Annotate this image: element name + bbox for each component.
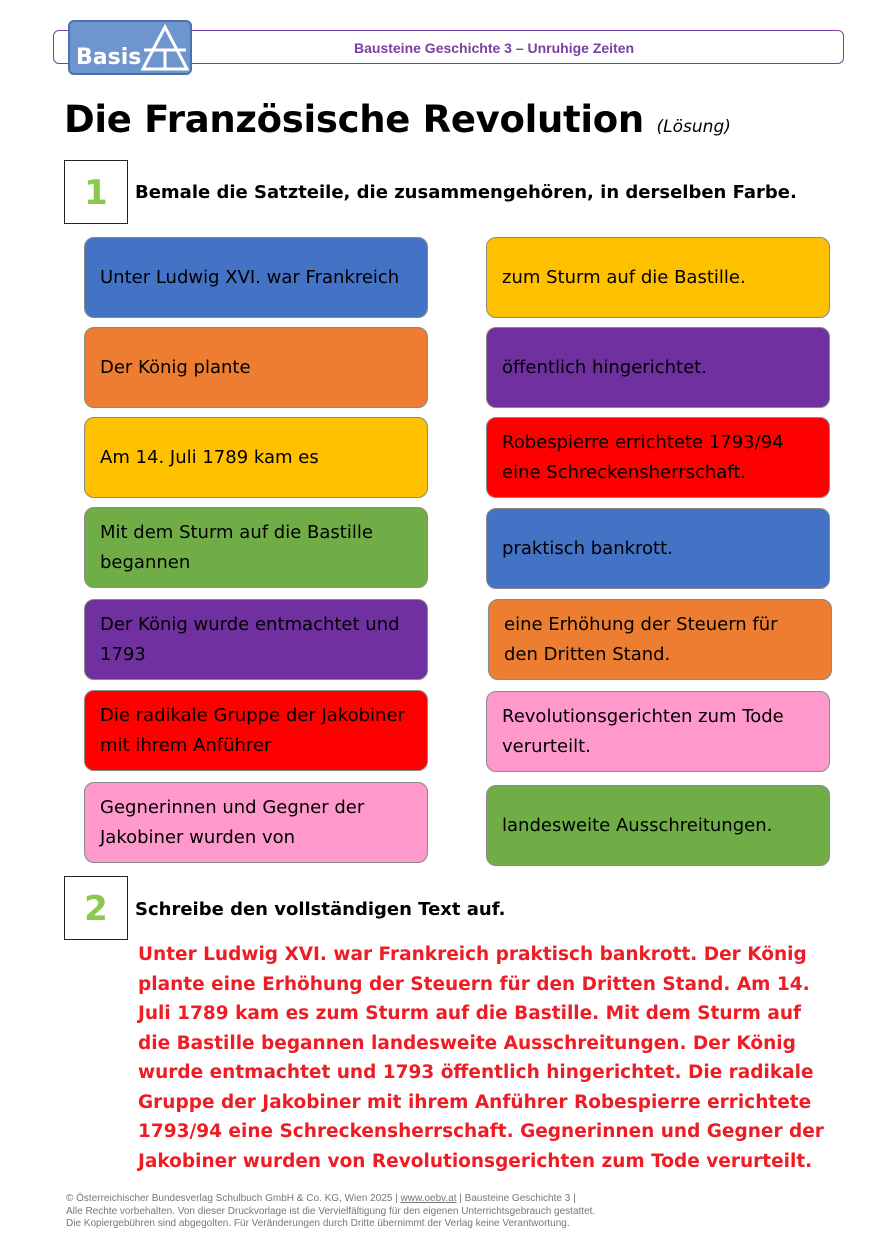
triangle-logo-icon bbox=[140, 24, 190, 72]
card-right[interactable] bbox=[486, 785, 830, 866]
footer bbox=[66, 1193, 846, 1231]
card-right[interactable] bbox=[486, 691, 830, 772]
footer-line-2: Alle Rechte vorbehalten. Von dieser Druckvorlage ist die Vervielfältigung für den eigenen Unterrichtsgebrauch gestattet. bbox=[66, 1205, 596, 1217]
card-text: Mit dem Sturm auf die Bastille begannen bbox=[100, 521, 373, 573]
card-left[interactable] bbox=[84, 417, 428, 498]
card-text: Der König wurde entmachtet und 1793 bbox=[100, 613, 400, 665]
series-title: Bausteine Geschichte 3 – Unruhige Zeiten bbox=[354, 40, 635, 56]
page-title-text: Die Französische Revolution bbox=[64, 98, 644, 141]
card-left[interactable] bbox=[84, 690, 428, 771]
task-1-number: 1 bbox=[64, 160, 128, 224]
footer-series: | Bausteine Geschichte 3 | bbox=[456, 1193, 576, 1204]
title-note: (Lösung) bbox=[656, 117, 731, 137]
card-left[interactable] bbox=[84, 327, 428, 408]
publisher-link[interactable]: www.oebv.at bbox=[400, 1193, 457, 1204]
task-2-instruction: Schreibe den vollständigen Text auf. bbox=[135, 899, 506, 920]
card-right[interactable] bbox=[486, 327, 830, 408]
card-text: zum Sturm auf die Bastille. bbox=[502, 266, 746, 288]
footer-line-1 bbox=[66, 1193, 846, 1206]
card-text: Unter Ludwig XVI. war Frankreich bbox=[100, 266, 400, 288]
card-left[interactable] bbox=[84, 782, 428, 863]
card-left[interactable] bbox=[84, 507, 428, 588]
card-text: eine Erhöhung der Steuern für den Dritten Stand. bbox=[504, 613, 778, 665]
logo-text: Basis bbox=[76, 45, 142, 70]
card-text: Der König plante bbox=[100, 356, 251, 378]
card-text: Die radikale Gruppe der Jakobiner mit ihrem Anführer bbox=[100, 704, 405, 756]
card-text: Robespierre errichtete 1793/94 eine Schreckensherrschaft. bbox=[502, 431, 784, 483]
card-right[interactable] bbox=[488, 599, 832, 680]
footer-copyright: © Österreichischer Bundesverlag Schulbuch GmbH & Co. KG, Wien 2025 | bbox=[66, 1193, 401, 1204]
task-2-number: 2 bbox=[64, 876, 128, 940]
card-text: praktisch bankrott. bbox=[502, 537, 673, 559]
solution-text: Unter Ludwig XVI. war Frankreich praktisch bankrott. Der König plante eine Erhöhung der Steuern für den Dritten Stand. Am 14. Juli 1789 kam es zum Sturm auf die Bastille. Mit dem Sturm auf die Bastille begannen landesweite Ausschreitungen. Der König wurde entmachtet und 1793 öffentlich hingerichtet. Die radikale Gruppe der Jakobiner mit ihrem Anführer Robespierre errichtete 1793/94 eine Schreckensherrschaft. Gegnerinnen und Gegner der Jakobiner wurden von Revolutionsgerichten zum Tode verurteilt. bbox=[138, 944, 824, 1172]
card-right[interactable] bbox=[486, 237, 830, 318]
footer-line-3: Die Kopiergebühren sind abgegolten. Für Veränderungen durch Dritte übernimmt der Verlag keine Verantwortung. bbox=[66, 1218, 570, 1229]
card-text: öffentlich hingerichtet. bbox=[502, 356, 707, 378]
card-left[interactable] bbox=[84, 237, 428, 318]
task-1-instruction: Bemale die Satzteile, die zusammengehören, in derselben Farbe. bbox=[135, 182, 797, 203]
card-left[interactable] bbox=[84, 599, 428, 680]
card-text: Am 14. Juli 1789 kam es bbox=[100, 446, 319, 468]
card-text: Gegnerinnen und Gegner der Jakobiner wurden von bbox=[100, 796, 365, 848]
card-right[interactable] bbox=[486, 417, 830, 498]
card-right[interactable] bbox=[486, 508, 830, 589]
page-title bbox=[64, 98, 731, 141]
card-text: landesweite Ausschreitungen. bbox=[502, 814, 773, 836]
card-text: Revolutionsgerichten zum Tode verurteilt. bbox=[502, 705, 784, 757]
basis-logo bbox=[68, 20, 192, 75]
